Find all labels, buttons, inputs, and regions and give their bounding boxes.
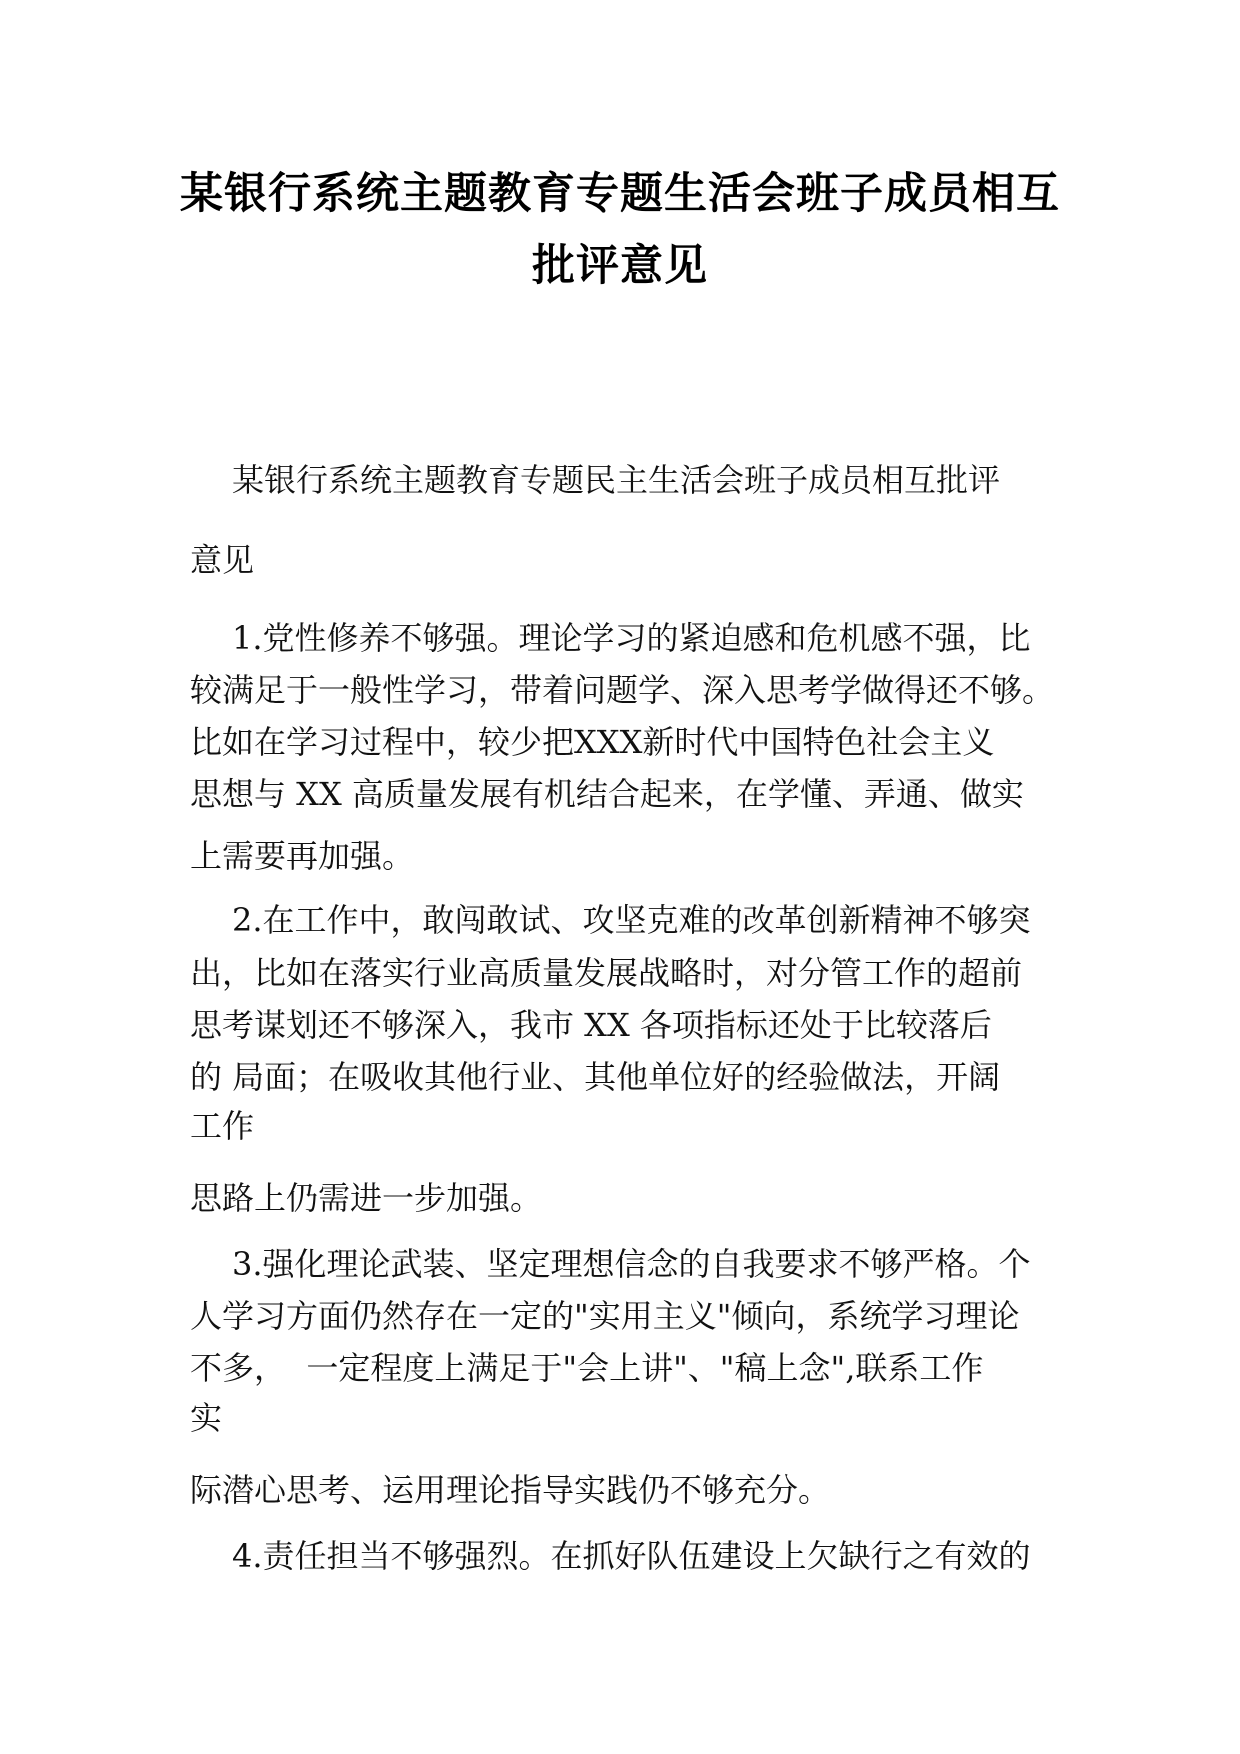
body-line: 2.在工作中，敢闯敢试、攻坚克难的改革创新精神不够突: [232, 901, 1031, 939]
body-line: 意见: [190, 541, 255, 579]
body-line: 比如在学习过程中，较少把XXX新时代中国特色社会主义: [190, 723, 995, 761]
body-line: 实: [190, 1399, 223, 1437]
body-line: 不多， 一定程度上满足于"会上讲"、"稿上念",联系工作: [190, 1349, 984, 1387]
body-line: 某银行系统主题教育专题民主生活会班子成员相互批评: [232, 461, 1001, 499]
body-line: 际潜心思考、运用理论指导实践仍不够充分。: [190, 1471, 831, 1509]
body-line: 4.责任担当不够强烈。在抓好队伍建设上欠缺行之有效的: [232, 1537, 1031, 1575]
body-line: 较满足于一般性学习，带着问题学、深入思考学做得还不够。: [190, 671, 1055, 709]
body-line: 1.党性修养不够强。理论学习的紧迫感和危机感不强，比: [232, 619, 1031, 657]
body-line: 人学习方面仍然存在一定的"实用主义"倾向，系统学习理论: [190, 1297, 1020, 1335]
body-line: 思路上仍需进一步加强。: [190, 1179, 543, 1217]
document-title-line-1: 某银行系统主题教育专题生活会班子成员相互: [180, 169, 1060, 219]
body-line: 思考谋划还不够深入，我市 XX 各项指标还处于比较落后: [190, 1006, 992, 1044]
body-line: 思想与 XX 高质量发展有机结合起来，在学懂、弄通、做实: [190, 775, 1024, 813]
body-line: 出，比如在落实行业高质量发展战略时，对分管工作的超前: [190, 954, 1023, 992]
document-title-line-2: 批评意见: [532, 241, 708, 291]
body-line: 上需要再加强。: [190, 837, 415, 875]
body-line: 工作: [190, 1107, 255, 1145]
body-line: 的 局面；在吸收其他行业、其他单位好的经验做法，开阔: [190, 1058, 1001, 1096]
body-line: 3.强化理论武装、坚定理想信念的自我要求不够严格。个: [232, 1245, 1031, 1283]
